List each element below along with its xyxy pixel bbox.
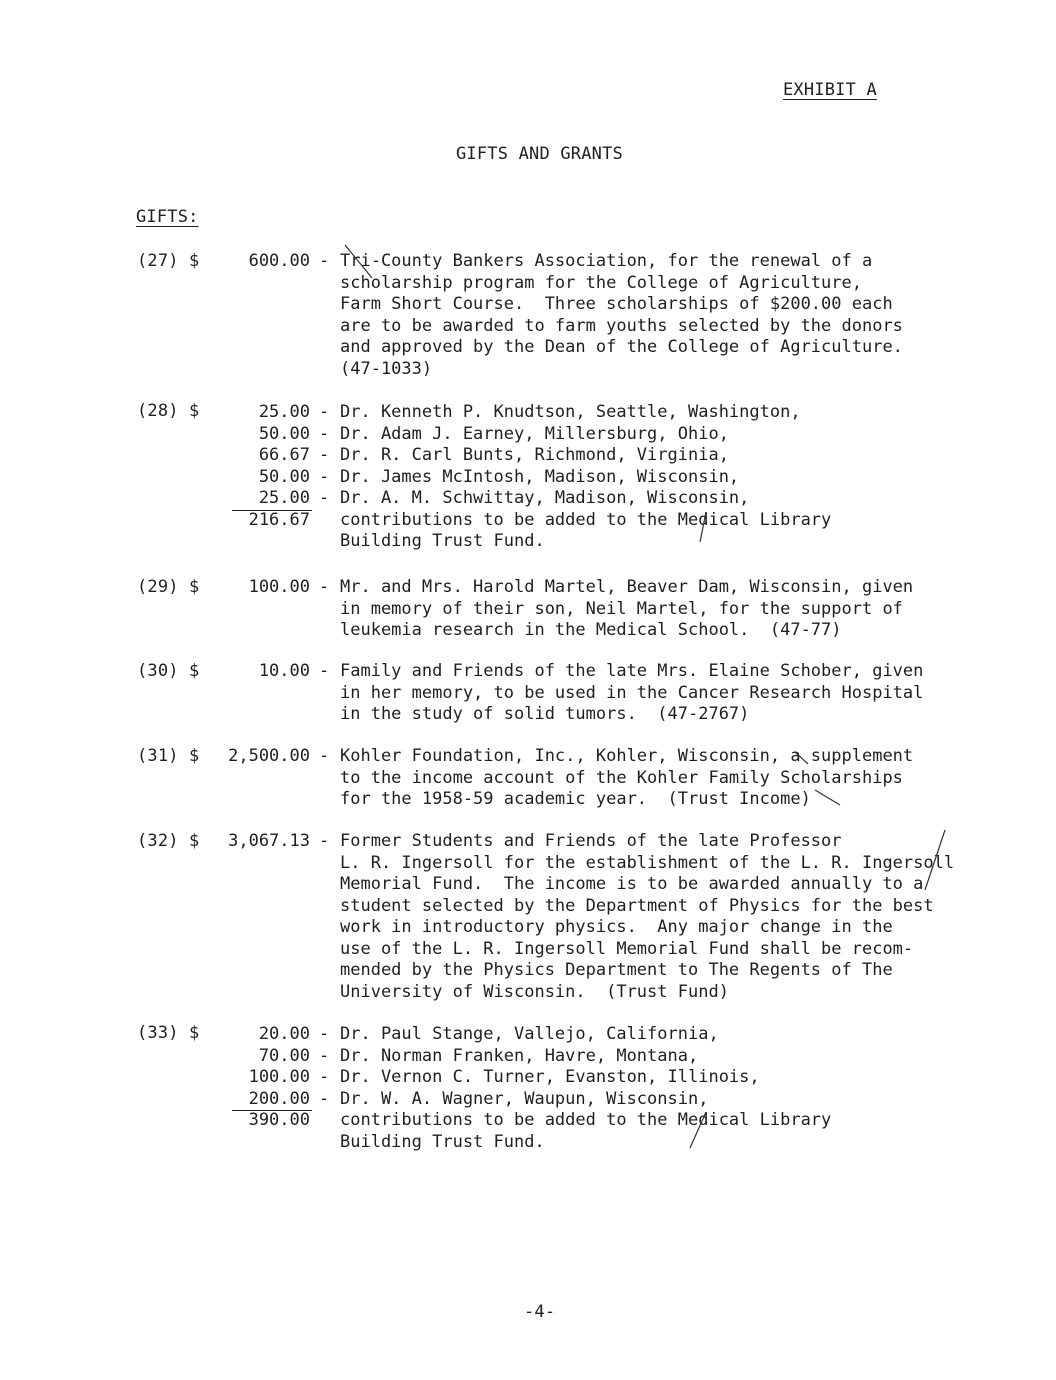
entry-line: in the study of solid tumors. (47-2767)	[340, 704, 750, 724]
entry-number: (30)	[137, 661, 179, 681]
amount: 70.00	[258, 1045, 310, 1066]
section-heading: GIFTS:	[136, 207, 199, 227]
entry-line: Family and Friends of the late Mrs. Elaine Schober, given	[340, 661, 924, 681]
amount: 600.00	[248, 251, 310, 271]
entry-line: to the income account of the Kohler Family Scholarships	[340, 767, 903, 788]
amount: 20.00	[258, 1024, 310, 1044]
amount: 100.00	[248, 577, 310, 597]
entry-line: (47-1033)	[340, 358, 433, 379]
total-rule	[232, 1110, 312, 1111]
entry-line: and approved by the Dean of the College of Agriculture.	[340, 337, 903, 357]
entry-line: Farm Short Course. Three scholarships of $200.00 each	[340, 294, 893, 314]
total-rule	[232, 510, 312, 511]
entry-text	[340, 661, 923, 726]
page-title: GIFTS AND GRANTS	[456, 144, 623, 164]
entry-line: Dr. James McIntosh, Madison, Wisconsin,	[340, 466, 740, 487]
amount-list	[210, 746, 310, 768]
dash: -	[319, 251, 330, 271]
entry-line: Kohler Foundation, Inc., Kohler, Wisconsin, a supplement	[340, 746, 914, 766]
amount-list	[210, 402, 310, 531]
page-number: -4-	[524, 1302, 556, 1322]
entry-line: use of the L. R. Ingersoll Memorial Fund shall be recom-	[340, 938, 914, 959]
dash: -	[319, 577, 330, 597]
entry-line: Dr. Kenneth P. Knudtson, Seattle, Washington,	[340, 402, 801, 422]
dollar-sign: $	[189, 251, 200, 271]
amount-list	[210, 251, 310, 273]
amount: 66.67	[258, 445, 310, 465]
entry-line: University of Wisconsin. (Trust Fund)	[340, 981, 729, 1002]
dash: -	[319, 661, 330, 681]
total-amount: 216.67	[248, 509, 310, 530]
entry-line: Dr. Paul Stange, Vallejo, California,	[340, 1024, 719, 1044]
amount: 3,067.13	[228, 831, 310, 851]
amount-list	[210, 577, 310, 599]
entry-line: Dr. R. Carl Bunts, Richmond, Virginia,	[340, 445, 729, 465]
entry-text	[340, 577, 913, 642]
dollar-sign: $	[189, 577, 200, 597]
entry-number: (31)	[137, 746, 179, 766]
amount: 50.00	[258, 466, 310, 487]
dollar-sign: $	[189, 746, 200, 766]
entry-line: Dr. Norman Franken, Havre, Montana,	[340, 1045, 699, 1066]
exhibit-label: EXHIBIT A	[783, 80, 877, 100]
entry-line: Dr. W. A. Wagner, Waupun, Wisconsin,	[340, 1088, 709, 1109]
amount: 25.00	[258, 402, 310, 422]
entry-text	[340, 1024, 831, 1153]
entry-text	[340, 402, 831, 553]
dollar-sign: $	[189, 1023, 200, 1043]
entry-line: leukemia research in the Medical School. (47-77)	[340, 620, 842, 640]
entry-text	[340, 251, 903, 380]
entry-line: Dr. Adam J. Earney, Millersburg, Ohio,	[340, 423, 729, 444]
entry-number: (27)	[137, 251, 179, 271]
dash: -	[319, 831, 330, 851]
entry-text	[340, 831, 954, 1003]
dollar-sign: $	[189, 401, 200, 421]
entry-line: Building Trust Fund.	[340, 1131, 545, 1152]
amount: 100.00	[248, 1067, 310, 1087]
entry-line: Building Trust Fund.	[340, 531, 545, 551]
entry-number: (33)	[137, 1023, 179, 1043]
dollar-sign: $	[189, 661, 200, 681]
amount: 2,500.00	[228, 746, 310, 766]
dollar-sign: $	[189, 831, 200, 851]
entry-text	[340, 746, 913, 811]
amount: 25.00	[258, 488, 310, 508]
entry-line: Tri-County Bankers Association, for the renewal of a	[340, 251, 873, 271]
entry-line: student selected by the Department of Physics for the best	[340, 895, 934, 916]
entry-line: Dr. Vernon C. Turner, Evanston, Illinois,	[340, 1067, 760, 1087]
entry-line: Former Students and Friends of the late Professor	[340, 831, 842, 851]
entry-line: in memory of their son, Neil Martel, for the support of	[340, 598, 903, 619]
entry-line: scholarship program for the College of Agriculture,	[340, 272, 862, 293]
entry-line: for the 1958-59 academic year. (Trust Income)	[340, 789, 811, 809]
amount-list	[210, 661, 310, 683]
entry-line: work in introductory physics. Any major change in the	[340, 917, 893, 937]
amount: 50.00	[258, 423, 310, 444]
entry-line: are to be awarded to farm youths selected by the donors	[340, 315, 903, 336]
amount-list	[210, 1024, 310, 1132]
amount: 200.00	[248, 1088, 310, 1109]
entry-line: contributions to be added to the Medical Library	[340, 1110, 832, 1130]
entry-number: (32)	[137, 831, 179, 851]
dash-column: - - - - -	[319, 402, 330, 508]
amount-list	[210, 831, 310, 853]
entry-line: Memorial Fund. The income is to be awarded annually to a	[340, 874, 924, 894]
entry-line: in her memory, to be used in the Cancer Research Hospital	[340, 682, 924, 703]
entry-number: (28)	[137, 401, 179, 421]
entry-line: contributions to be added to the Medical Library	[340, 509, 832, 530]
dash: -	[319, 746, 330, 766]
entry-number: (29)	[137, 577, 179, 597]
dash-column: - - - -	[319, 1024, 330, 1109]
entry-line: Mr. and Mrs. Harold Martel, Beaver Dam, Wisconsin, given	[340, 577, 914, 597]
entry-line: L. R. Ingersoll for the establishment of the L. R. Ingersoll	[340, 852, 955, 873]
entry-line: Dr. A. M. Schwittay, Madison, Wisconsin,	[340, 488, 750, 508]
amount: 10.00	[258, 661, 310, 681]
entry-line: mended by the Physics Department to The Regents of The	[340, 960, 893, 980]
total-amount: 390.00	[248, 1110, 310, 1130]
